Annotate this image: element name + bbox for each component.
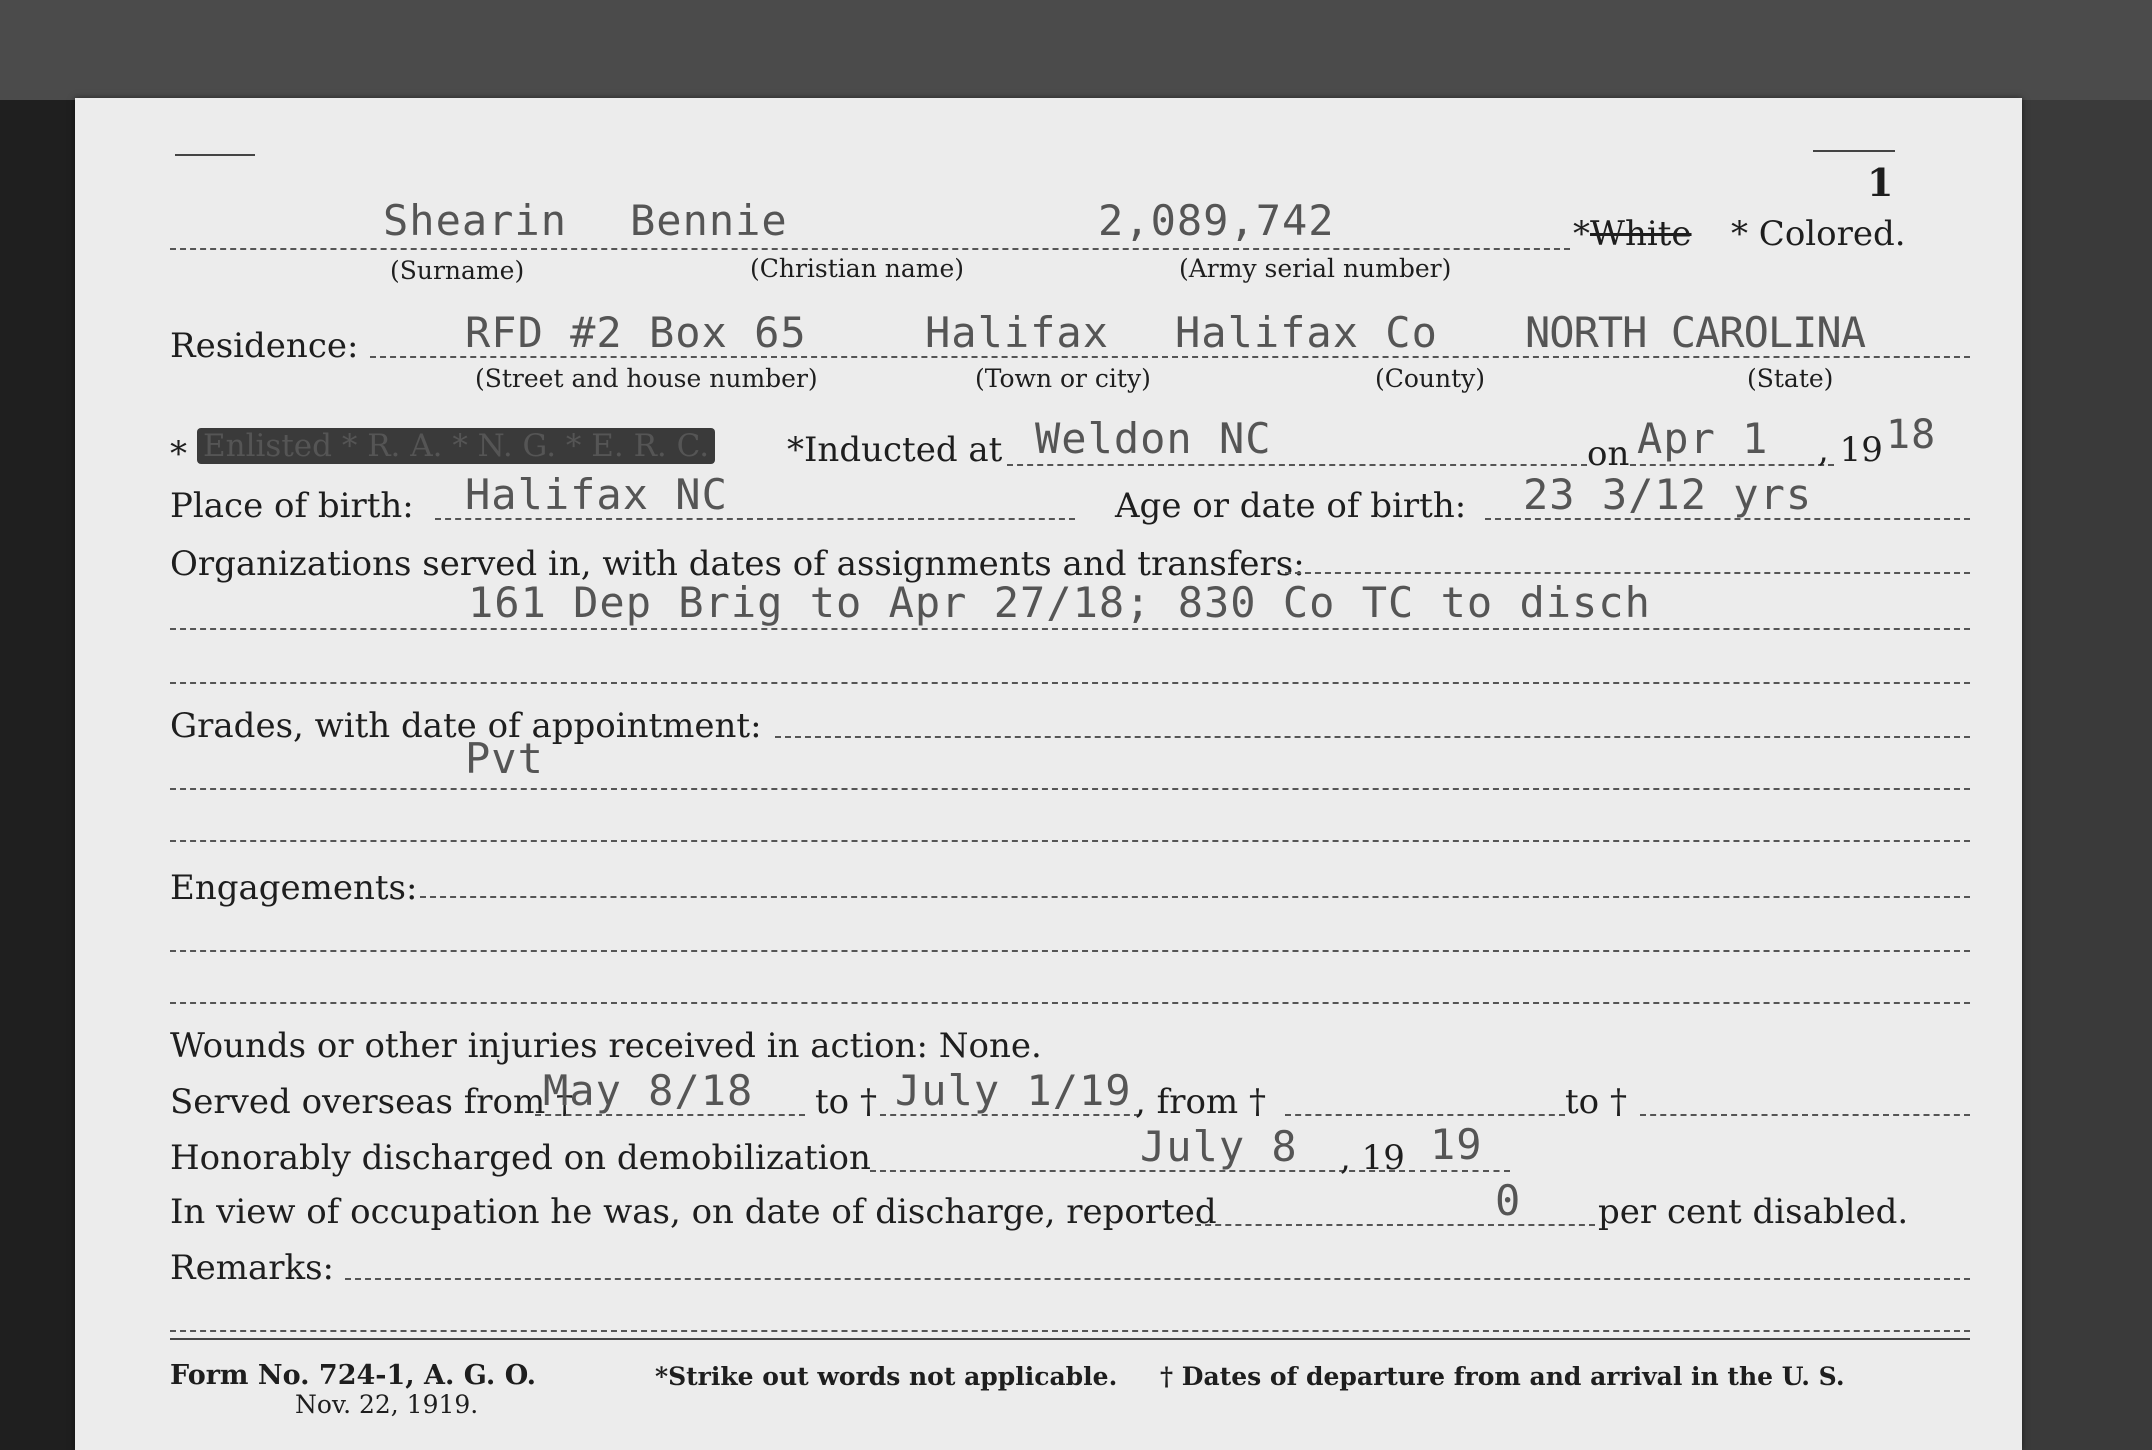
engagements-line-3 <box>170 1002 1970 1004</box>
inducted-at-line <box>1007 464 1587 466</box>
strike-note: *Strike out words not applicable. <box>655 1362 1118 1391</box>
served-overseas-label: Served overseas from † <box>170 1082 574 1122</box>
serial-number-value: 2,089,742 <box>1098 196 1335 245</box>
overseas-from2-label: , from † <box>1135 1082 1266 1122</box>
residence-state-value: NORTH CAROLINA <box>1525 308 1866 357</box>
occupation-label: In view of occupation he was, on date of discharge, reported <box>170 1192 1217 1232</box>
top-left-rule <box>175 154 255 156</box>
overseas-from-value: May 8/18 <box>543 1066 754 1115</box>
residence-street-value: RFD #2 Box 65 <box>465 308 807 357</box>
inducted-year-prefix: , 19 <box>1818 430 1883 470</box>
wounds-label: Wounds or other injuries received in action: None. <box>170 1026 1042 1066</box>
overseas-to-line <box>880 1114 1140 1116</box>
on-label: on <box>1587 434 1630 474</box>
overseas-to2-line <box>1640 1114 1970 1116</box>
engagements-line-2 <box>170 950 1970 952</box>
town-caption: (Town or city) <box>975 364 1151 393</box>
dates-note: † Dates of departure from and arrival in the U. S. <box>1160 1362 1845 1391</box>
inducted-on-value: Apr 1 <box>1637 414 1769 463</box>
inducted-at-label: *Inducted at <box>787 430 1003 470</box>
organizations-line-2 <box>170 628 1970 630</box>
remarks-line-2 <box>170 1330 1970 1332</box>
overseas-from2-line <box>1285 1114 1565 1116</box>
overseas-to-label: to † <box>815 1082 877 1122</box>
place-of-birth-value: Halifax NC <box>465 470 728 519</box>
state-caption: (State) <box>1747 364 1834 393</box>
serial-number-caption: (Army serial number) <box>1179 254 1452 283</box>
grades-line-3 <box>170 840 1970 842</box>
engagements-line-1 <box>420 896 1970 898</box>
percent-disabled-value: 0 <box>1495 1176 1522 1225</box>
residence-county-value: Halifax Co <box>1175 308 1438 357</box>
residence-label: Residence: <box>170 326 359 366</box>
overseas-to-value: July 1/19 <box>895 1066 1132 1115</box>
name-line <box>170 248 1570 250</box>
enlisted-star: * <box>170 434 187 474</box>
place-of-birth-line <box>435 518 1075 520</box>
age-value: 23 3/12 yrs <box>1523 470 1813 519</box>
grades-value: Pvt <box>465 734 544 783</box>
engagements-label: Engagements: <box>170 868 418 908</box>
grades-line-1 <box>775 736 1970 738</box>
residence-town-value: Halifax <box>925 308 1110 357</box>
surname-caption: (Surname) <box>390 256 525 285</box>
inducted-on-line <box>1630 464 1834 466</box>
card-number: 1 <box>1867 160 1894 205</box>
county-caption: (County) <box>1375 364 1486 393</box>
surname-value: Shearin <box>383 196 568 245</box>
race-white-option <box>1573 214 1692 254</box>
overseas-from-line <box>535 1114 805 1116</box>
overseas-to2-label: to † <box>1565 1082 1627 1122</box>
remarks-line-1 <box>345 1278 1970 1280</box>
race-colored-option: * Colored. <box>1731 214 1906 254</box>
race-white-text: White <box>1590 214 1692 254</box>
discharged-label: Honorably discharged on demobilization <box>170 1138 871 1178</box>
enlisted-options-redacted: Enlisted * R. A. * N. G. * E. R. C. <box>197 428 715 464</box>
age-label: Age or date of birth: <box>1115 486 1467 526</box>
organizations-value: 161 Dep Brig to Apr 27/18; 830 Co TC to disch <box>468 578 1651 627</box>
per-cent-label: per cent disabled. <box>1598 1192 1909 1232</box>
inducted-year-value: 18 <box>1886 412 1937 458</box>
residence-line <box>370 356 1970 358</box>
discharge-year-prefix: , 19 <box>1340 1138 1405 1178</box>
organizations-label: Organizations served in, with dates of assignments and transfers: <box>170 544 1305 584</box>
grades-label: Grades, with date of appointment: <box>170 706 762 746</box>
percent-disabled-line <box>1195 1224 1595 1226</box>
street-caption: (Street and house number) <box>475 364 818 393</box>
christian-name-caption: (Christian name) <box>750 254 965 283</box>
white-marker: * <box>1573 214 1590 254</box>
footer-rule <box>170 1338 1970 1340</box>
christian-name-value: Bennie <box>630 196 788 245</box>
scan-background-top <box>0 0 2152 100</box>
age-line <box>1485 518 1970 520</box>
place-of-birth-label: Place of birth: <box>170 486 414 526</box>
remarks-label: Remarks: <box>170 1248 334 1288</box>
top-right-rule <box>1813 150 1895 152</box>
organizations-line-1 <box>1285 572 1970 574</box>
form-number: Form No. 724-1, A. G. O. <box>170 1360 537 1391</box>
inducted-at-value: Weldon NC <box>1035 414 1272 463</box>
scan-background-left <box>0 0 80 1450</box>
form-date: Nov. 22, 1919. <box>295 1390 479 1419</box>
discharge-date-value: July 8 <box>1140 1122 1298 1171</box>
service-record-card <box>75 98 2022 1450</box>
discharge-year-line <box>1420 1170 1510 1172</box>
organizations-line-3 <box>170 682 1970 684</box>
grades-line-2 <box>170 788 1970 790</box>
discharge-year-value: 19 <box>1430 1120 1483 1169</box>
